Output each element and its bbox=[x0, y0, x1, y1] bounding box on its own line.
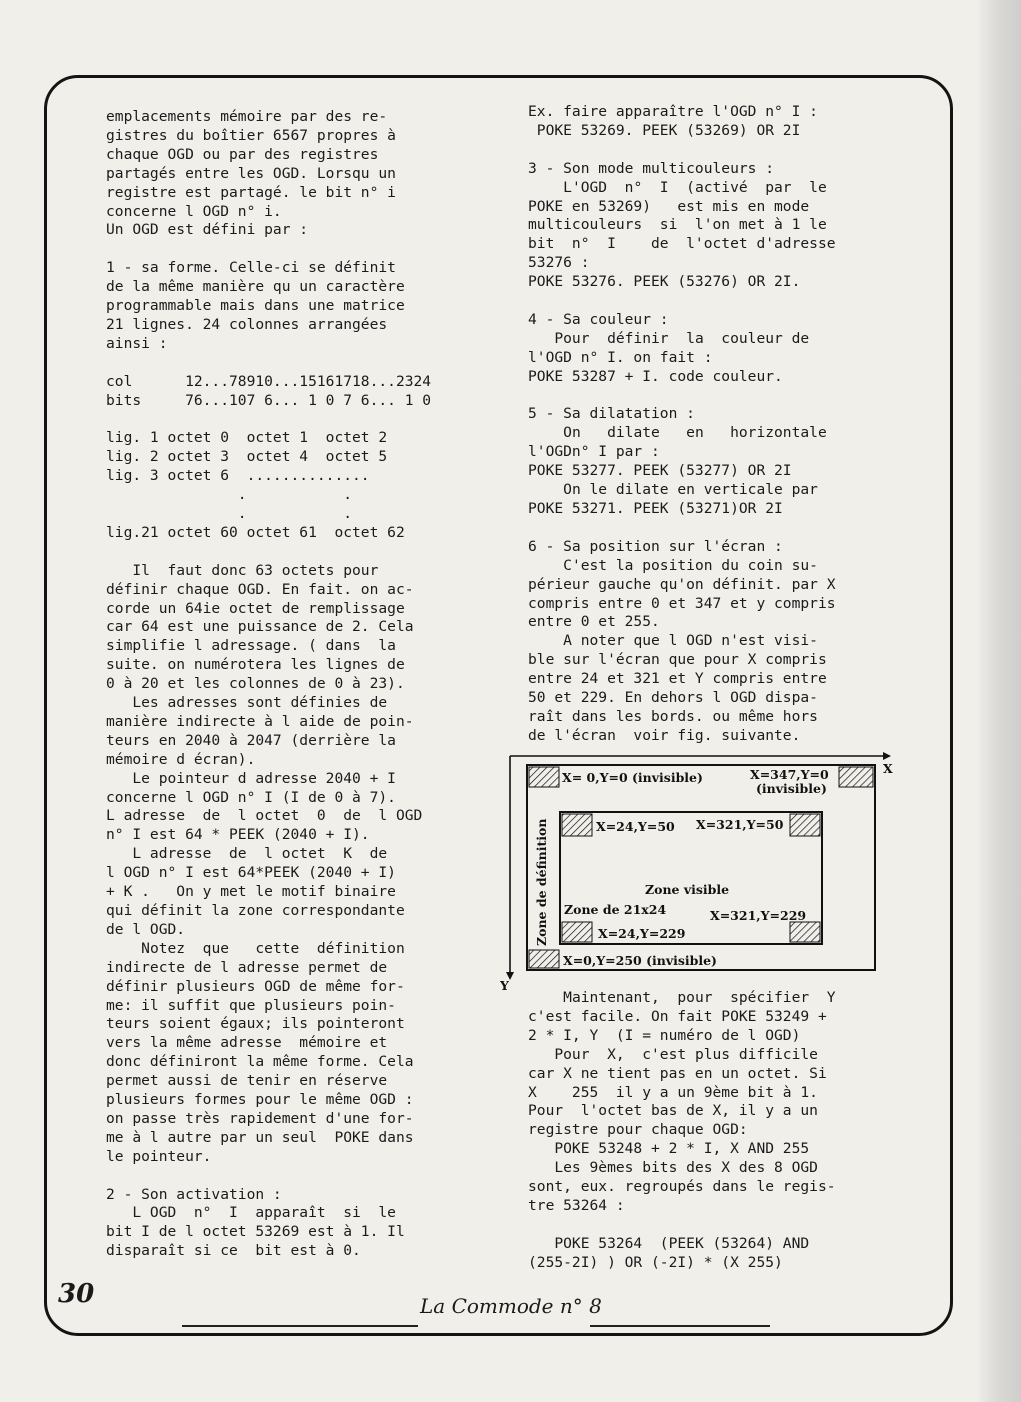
y-axis-label: Y bbox=[500, 978, 509, 993]
text-line: entre 24 et 321 et Y compris entre bbox=[528, 670, 827, 688]
page-edge-shadow bbox=[979, 0, 1021, 1402]
text-line: simplifie l adressage. ( dans la bbox=[106, 637, 396, 655]
text-line: Pour X, c'est plus difficile bbox=[528, 1045, 818, 1063]
footer-rule-right bbox=[590, 1325, 770, 1327]
text-line: manière indirecte à l aide de poin- bbox=[106, 712, 414, 730]
text-line: L OGD n° I apparaît si le bbox=[106, 1204, 396, 1222]
text-line: POKE 53276. PEEK (53276) OR 2I. bbox=[528, 273, 801, 291]
text-line: Pour définir la couleur de bbox=[528, 329, 810, 347]
text-line: C'est la position du coin su- bbox=[528, 556, 818, 574]
label-top-left: X= 0,Y=0 (invisible) bbox=[562, 770, 703, 785]
text-line: L adresse de l octet K de bbox=[106, 845, 388, 863]
label-zone-size: Zone de 21x24 bbox=[564, 902, 667, 917]
ogd-position-figure bbox=[500, 750, 910, 995]
text-line: n° I est 64 * PEEK (2040 + I). bbox=[106, 826, 370, 844]
text-line: Les 9èmes bits des X des 8 OGD bbox=[528, 1159, 818, 1177]
text-line: teurs soient égaux; ils pointeront bbox=[106, 1015, 405, 1033]
text-line: Un OGD est défini par : bbox=[106, 221, 309, 239]
text-line: ainsi : bbox=[106, 334, 168, 352]
label-zone-visible: Zone visible bbox=[645, 882, 730, 897]
label-top-right-2: (invisible) bbox=[756, 781, 827, 796]
text-line: Ex. faire apparaître l'OGD n° I : bbox=[528, 103, 818, 120]
text-line: car 64 est une puissance de 2. Cela bbox=[106, 618, 414, 636]
text-line: partagés entre les OGD. Lorsqu un bbox=[106, 164, 396, 182]
label-definition-zone: Zone de définition bbox=[534, 818, 549, 946]
text-line: registre est partagé. le bit n° i bbox=[106, 183, 396, 201]
text-line: concerne l OGD n° I (I de 0 à 7). bbox=[106, 788, 396, 806]
text-line: teurs en 2040 à 2047 (derrière la bbox=[106, 731, 396, 749]
text-line bbox=[106, 543, 476, 562]
right-column-top bbox=[528, 103, 888, 746]
text-line: de l OGD. bbox=[106, 920, 186, 938]
text-line: disparaît si ce bit est à 0. bbox=[106, 1242, 361, 1260]
text-line: Pour l'octet bas de X, il y a un bbox=[528, 1102, 818, 1120]
text-line: l'OGD n° I. on fait : bbox=[528, 348, 713, 366]
text-line: lig.21 octet 60 octet 61 octet 62 bbox=[106, 523, 405, 541]
text-line: POKE 53248 + 2 * I, X AND 255 bbox=[528, 1140, 810, 1158]
text-line: POKE 53277. PEEK (53277) OR 2I bbox=[528, 462, 792, 480]
text-line: plusieurs formes pour le même OGD : bbox=[106, 1091, 414, 1109]
text-line: définir plusieurs OGD de même for- bbox=[106, 977, 405, 995]
text-line: sont, eux. regroupés dans le regis- bbox=[528, 1178, 836, 1196]
text-line: 3 - Son mode multicouleurs : bbox=[528, 159, 775, 177]
text-line: 2 - Son activation : bbox=[106, 1185, 282, 1203]
text-line: 6 - Sa position sur l'écran : bbox=[528, 537, 783, 555]
text-line bbox=[528, 519, 888, 538]
text-line: 1 - sa forme. Celle-ci se définit bbox=[106, 259, 396, 277]
label-inner-bottom-left: X=24,Y=229 bbox=[598, 926, 686, 941]
text-line: compris entre 0 et 347 et y compris bbox=[528, 594, 836, 612]
text-line bbox=[528, 292, 888, 311]
text-line: lig. 1 octet 0 octet 1 octet 2 bbox=[106, 429, 388, 447]
text-line bbox=[106, 240, 476, 259]
text-line: L'OGD n° I (activé par le bbox=[528, 178, 827, 196]
text-line: POKE 53269. PEEK (53269) OR 2I bbox=[528, 121, 801, 139]
text-line: vers la même adresse mémoire et bbox=[106, 1034, 388, 1052]
label-inner-bottom-right: X=321,Y=229 bbox=[710, 908, 807, 923]
text-line: corde un 64ie octet de remplissage bbox=[106, 599, 405, 617]
text-line: POKE 53264 (PEEK (53264) AND bbox=[528, 1234, 810, 1252]
text-line: permet aussi de tenir en réserve bbox=[106, 1072, 388, 1090]
text-line: donc définiront la même forme. Cela bbox=[106, 1053, 414, 1071]
text-line: définir chaque OGD. En fait. on ac- bbox=[106, 580, 414, 598]
text-line: lig. 3 octet 6 .............. bbox=[106, 467, 370, 485]
text-line: col 12...78910...15161718...2324 bbox=[106, 372, 432, 390]
text-line: c'est facile. On fait POKE 53249 + bbox=[528, 1007, 827, 1025]
text-line: mémoire d écran). bbox=[106, 750, 256, 768]
text-line: bit I de l octet 53269 est à 1. Il bbox=[106, 1223, 405, 1241]
text-line: raît dans les bords. ou même hors bbox=[528, 707, 818, 725]
text-line bbox=[528, 387, 888, 406]
text-line: de la même manière qu un caractère bbox=[106, 278, 405, 296]
text-line: tre 53264 : bbox=[528, 1196, 625, 1214]
text-line: indirecte de l adresse permet de bbox=[106, 958, 388, 976]
text-line: Le pointeur d adresse 2040 + I bbox=[106, 769, 396, 787]
text-line bbox=[106, 1167, 476, 1186]
hatch-top-right bbox=[839, 767, 873, 787]
text-line: chaque OGD ou par des registres bbox=[106, 145, 379, 163]
label-bottom-left: X=0,Y=250 (invisible) bbox=[563, 953, 717, 968]
text-line: On le dilate en verticale par bbox=[528, 481, 818, 499]
text-line: gistres du boîtier 6567 propres à bbox=[106, 126, 396, 144]
hatch-bottom-left bbox=[529, 950, 559, 968]
text-line: Notez que cette définition bbox=[106, 939, 405, 957]
text-line: me: il suffit que plusieurs poin- bbox=[106, 996, 396, 1014]
text-line: qui définit la zone correspondante bbox=[106, 902, 405, 919]
text-line: 5 - Sa dilatation : bbox=[528, 405, 695, 423]
text-line: . . bbox=[106, 504, 353, 522]
text-line: on passe très rapidement d'une for- bbox=[106, 1109, 414, 1127]
left-column bbox=[106, 108, 476, 1261]
text-line: (255-2I) ) OR (-2I) * (X 255) bbox=[528, 1253, 783, 1271]
label-top-right-1: X=347,Y=0 bbox=[750, 767, 829, 782]
text-line: me à l autre par un seul POKE dans bbox=[106, 1128, 414, 1146]
text-line: Il faut donc 63 octets pour bbox=[106, 561, 379, 579]
text-line bbox=[528, 141, 888, 160]
text-line bbox=[106, 354, 476, 373]
text-line: l OGD n° I est 64*PEEK (2040 + I) bbox=[106, 864, 396, 882]
text-line: 21 lignes. 24 colonnes arrangées bbox=[106, 315, 388, 333]
text-line: On dilate en horizontale bbox=[528, 424, 827, 442]
text-line: l'OGDn° I par : bbox=[528, 443, 660, 461]
text-line: concerne l OGD n° i. bbox=[106, 202, 282, 220]
label-inner-top-right: X=321,Y=50 bbox=[696, 817, 784, 832]
text-line: multicouleurs si l'on met à 1 le bbox=[528, 216, 827, 234]
text-line: POKE 53287 + I. code couleur. bbox=[528, 367, 783, 385]
text-line bbox=[106, 410, 476, 429]
hatch-top-left bbox=[529, 767, 559, 787]
text-line: Les adresses sont définies de bbox=[106, 694, 388, 712]
text-line: de l'écran voir fig. suivante. bbox=[528, 726, 801, 744]
text-line: POKE 53271. PEEK (53271)OR 2I bbox=[528, 499, 783, 517]
text-line bbox=[528, 1216, 888, 1235]
text-line: registre pour chaque OGD: bbox=[528, 1121, 748, 1139]
text-line: A noter que l OGD n'est visi- bbox=[528, 632, 818, 650]
text-line: 4 - Sa couleur : bbox=[528, 310, 669, 328]
x-axis-arrow bbox=[883, 752, 891, 760]
text-line: 50 et 229. En dehors l OGD dispa- bbox=[528, 689, 818, 707]
right-column-bottom bbox=[528, 989, 888, 1273]
label-inner-top-left: X=24,Y=50 bbox=[596, 819, 675, 834]
text-line: 53276 : bbox=[528, 254, 590, 272]
text-line: car X ne tient pas en un octet. Si bbox=[528, 1064, 827, 1082]
text-line: périeur gauche qu'on définit. par X bbox=[528, 575, 836, 593]
text-line: + K . On y met le motif binaire bbox=[106, 883, 396, 901]
text-line: bit n° I de l'octet d'adresse bbox=[528, 235, 836, 253]
text-line: POKE en 53269) est mis en mode bbox=[528, 197, 810, 215]
text-line: X 255 il y a un 9ème bit à 1. bbox=[528, 1083, 818, 1101]
text-line: 0 à 20 et les colonnes de 0 à 23). bbox=[106, 675, 405, 693]
text-line: suite. on numérotera les lignes de bbox=[106, 656, 405, 674]
hatch-inner-bottom-left bbox=[562, 922, 592, 942]
hatch-inner-top-right bbox=[790, 814, 820, 836]
text-line: le pointeur. bbox=[106, 1147, 212, 1165]
text-line: entre 0 et 255. bbox=[528, 613, 660, 631]
text-line: lig. 2 octet 3 octet 4 octet 5 bbox=[106, 448, 388, 466]
text-line: emplacements mémoire par des re- bbox=[106, 108, 388, 125]
text-line: ble sur l'écran que pour X compris bbox=[528, 651, 827, 669]
text-line: programmable mais dans une matrice bbox=[106, 297, 405, 315]
text-line: Maintenant, pour spécifier Y bbox=[528, 989, 836, 1006]
page-number: 30 bbox=[58, 1279, 95, 1309]
x-axis-label: X bbox=[883, 761, 893, 776]
text-line: . . bbox=[106, 486, 353, 504]
magazine-title: La Commode n° 8 bbox=[420, 1294, 602, 1318]
text-line: 2 * I, Y (I = numéro de l OGD) bbox=[528, 1026, 801, 1044]
hatch-inner-top-left bbox=[562, 814, 592, 836]
text-line: bits 76...107 6... 1 0 7 6... 1 0 bbox=[106, 391, 432, 409]
footer-rule-left bbox=[182, 1325, 418, 1327]
text-line: L adresse de l octet 0 de l OGD bbox=[106, 807, 423, 825]
hatch-inner-bottom-right bbox=[790, 922, 820, 942]
